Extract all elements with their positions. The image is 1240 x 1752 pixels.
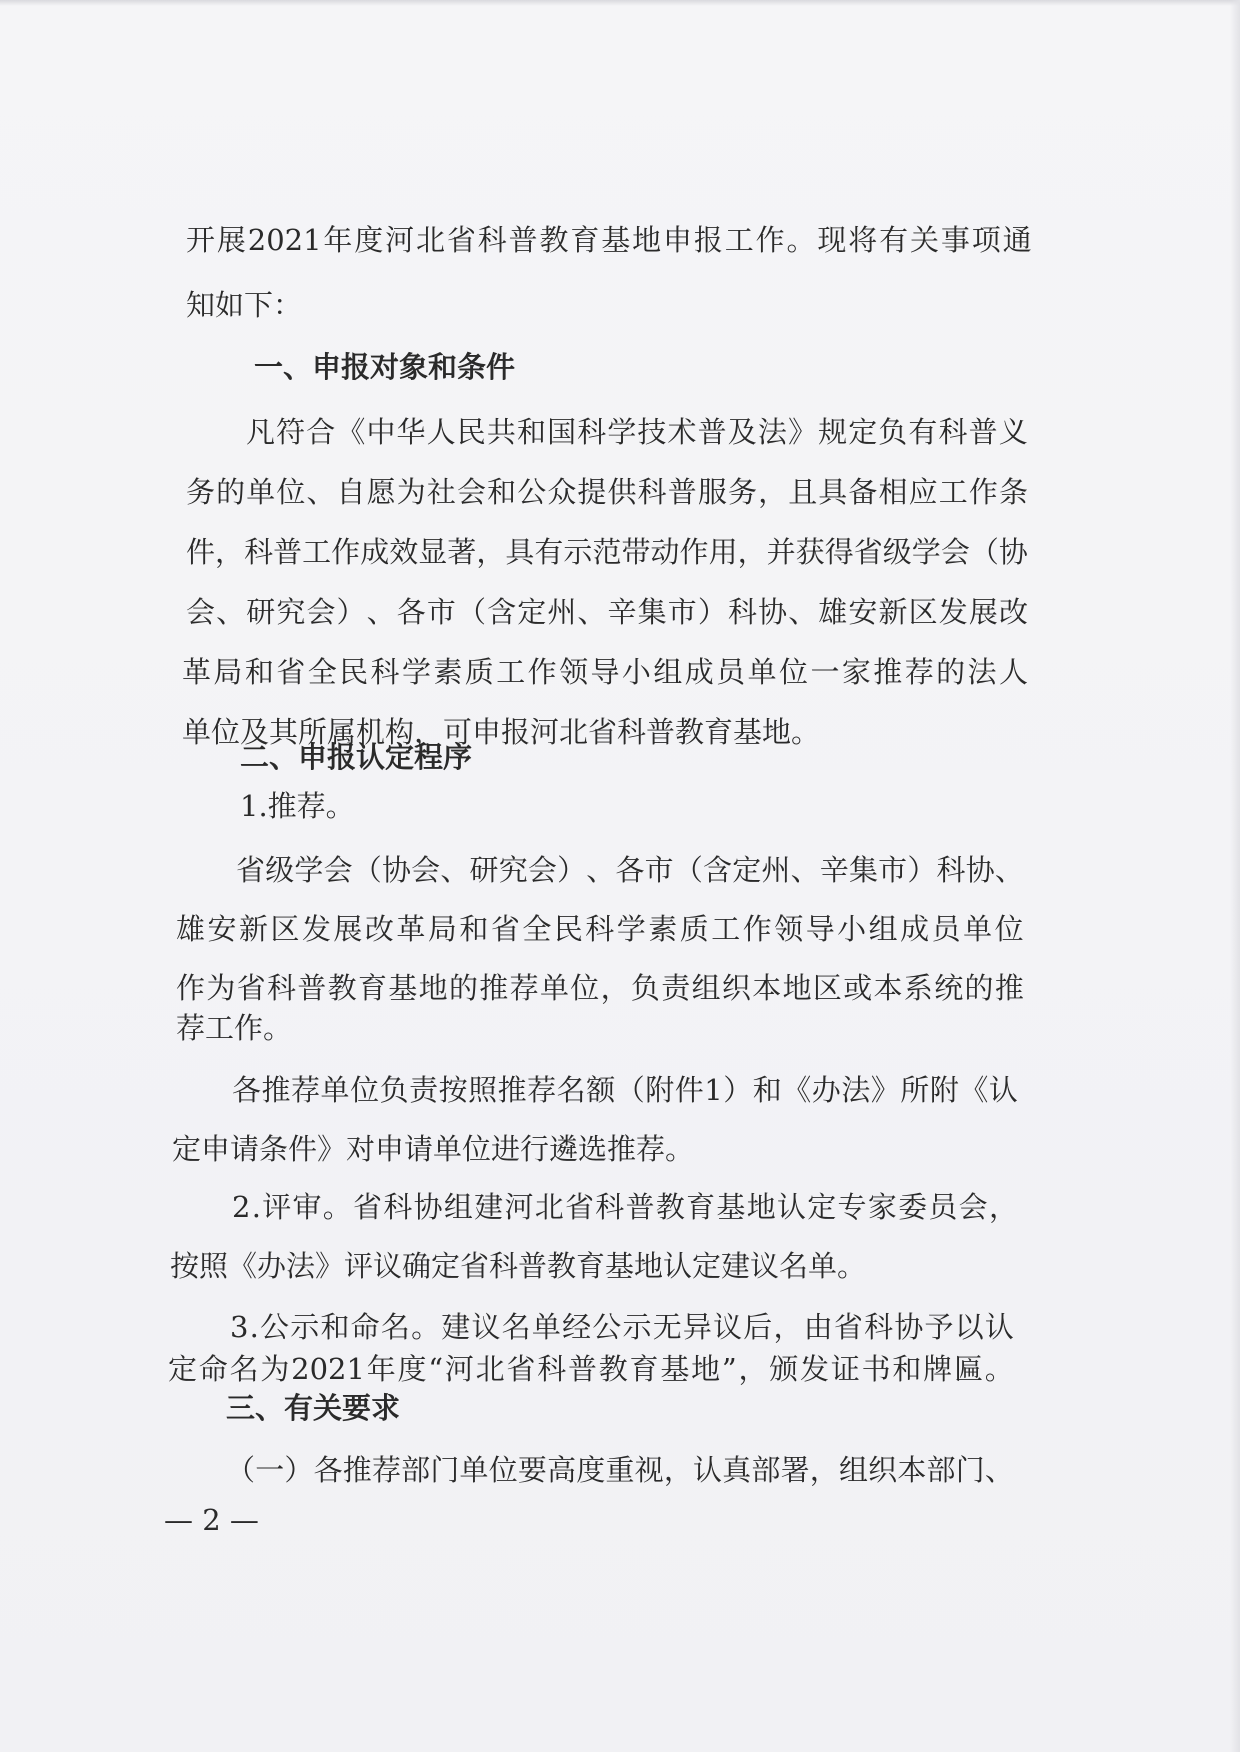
paragraph-line: 定申请条件》对申请单位进行遴选推荐。 xyxy=(172,1132,695,1166)
section-heading-1: 一、申报对象和条件 xyxy=(254,350,516,384)
paragraph-line: 会 、 研 究 会 ） 、 各 市 （ 含 定 州 、 辛 集 市 ） 科 协 、 雄 安 新 区 发 展 改 xyxy=(186,595,1028,629)
paragraph-line: 1.推荐。 xyxy=(240,789,355,823)
paragraph-line: 开 展 2021 年 度 河 北 省 科 普 教 育 基 地 申 报 工 作 。 现 将 有 关 事 项 通 xyxy=(186,223,1032,257)
paragraph-line: 凡 符 合 《 中 华 人 民 共 和 国 科 学 技 术 普 及 法 》 规 定 负 有 科 普 义 xyxy=(246,415,1028,449)
paragraph-line: 知如下： xyxy=(186,288,303,322)
paragraph-line: 单位及其所属机构，可申报河北省科普教育基地。 xyxy=(182,715,821,749)
paragraph-line: 务 的 单 位 、 自 愿 为 社 会 和 公 众 提 供 科 普 服 务 ， 且 具 备 相 应 工 作 条 xyxy=(186,475,1028,509)
section-heading-2: 二、申报认定程序 xyxy=(240,740,473,774)
paragraph-line: 3 . 公 示 和 命 名 。 建 议 名 单 经 公 示 无 异 议 后 ， 由 省 科 协 予 以 认 xyxy=(230,1310,1014,1344)
paragraph-line: 件 ， 科 普 工 作 成 效 显 著 ， 具 有 示 范 带 动 作 用 ， 并 获 得 省 级 学 会 （ 协 xyxy=(186,535,1028,569)
paragraph-line: 作 为 省 科 普 教 育 基 地 的 推 荐 单 位 ， 负 责 组 织 本 地 区 或 本 系 统 的 推 xyxy=(176,971,1024,1005)
paragraph-line: 革 局 和 省 全 民 科 学 素 质 工 作 领 导 小 组 成 员 单 位 一 家 推 荐 的 法 人 xyxy=(182,655,1028,689)
scan-edge-top xyxy=(0,0,1240,6)
paragraph-line: （ 一 ） 各 推 荐 部 门 单 位 要 高 度 重 视 ， 认 真 部 署 ， 组 织 本 部 门 、 xyxy=(226,1453,1014,1487)
paragraph-line: 省 级 学 会 （ 协 会 、 研 究 会 ） 、 各 市 （ 含 定 州 、 辛 集 市 ） 科 协 、 xyxy=(236,853,1024,887)
section-heading-3: 三、有关要求 xyxy=(226,1391,401,1425)
scan-edge-right xyxy=(1230,0,1240,1752)
paragraph-line: 荐工作。 xyxy=(176,1011,293,1045)
page-number: — 2 — xyxy=(164,1503,259,1537)
paragraph-line: 雄 安 新 区 发 展 改 革 局 和 省 全 民 科 学 素 质 工 作 领 导 小 组 成 员 单 位 xyxy=(176,912,1024,946)
paragraph-line: 定 命 名 为 2021 年 度 “ 河 北 省 科 普 教 育 基 地 ” ， 颁 发 证 书 和 牌 匾 。 xyxy=(168,1352,1014,1386)
paragraph-line: 按照《办法》评议确定省科普教育基地认定建议名单。 xyxy=(170,1249,867,1283)
paragraph-line: 各 推 荐 单 位 负 责 按 照 推 荐 名 额 （ 附 件 1 ） 和 《 办 法 》 所 附 《 认 xyxy=(232,1073,1018,1107)
paragraph-line: 2 . 评 审 。 省 科 协 组 建 河 北 省 科 普 教 育 基 地 认 定 专 家 委 员 会 ， xyxy=(232,1190,1018,1224)
